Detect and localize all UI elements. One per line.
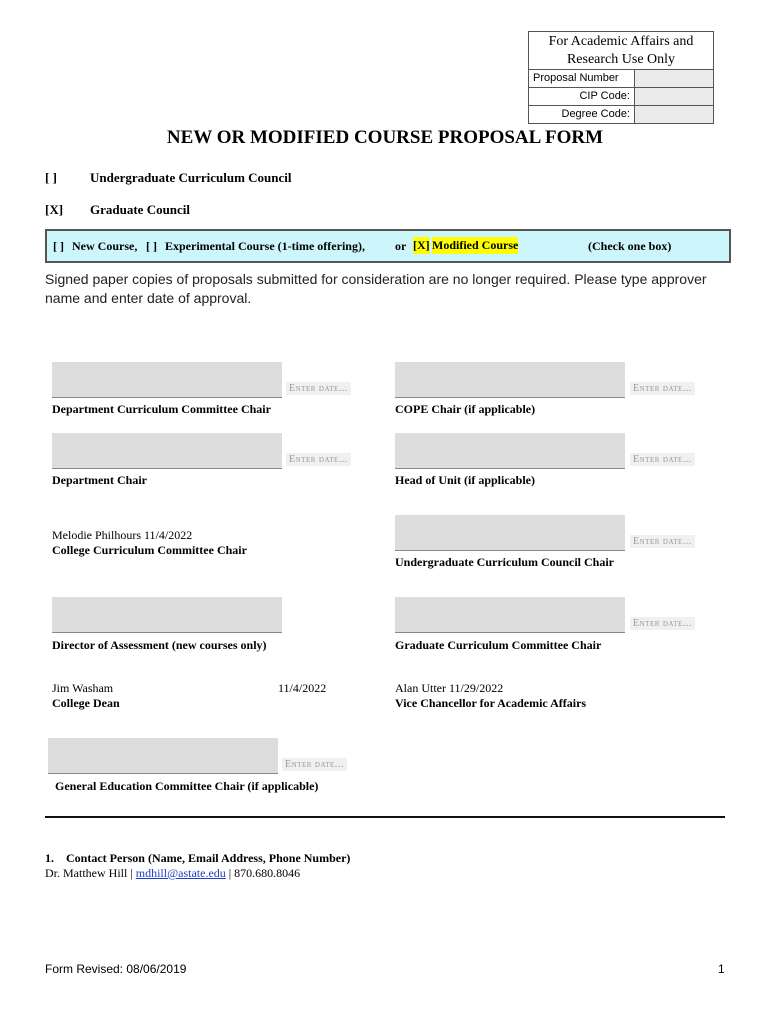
- dept-chair-caption: Department Chair: [52, 473, 147, 487]
- degree-code-label: Degree Code:: [529, 106, 635, 123]
- modified-course-label: Modified Course: [432, 238, 519, 252]
- proposal-number-label: Proposal Number: [529, 70, 635, 87]
- contact-details: [45, 866, 350, 881]
- degree-code-row: [529, 106, 713, 123]
- cope-chair-signature-field[interactable]: [395, 362, 625, 398]
- dept-chair-date-field[interactable]: Enter date...: [286, 453, 351, 466]
- cip-code-label: CIP Code:: [529, 88, 635, 105]
- contact-name: Dr. Matthew Hill |: [45, 866, 133, 880]
- course-type-box: [45, 229, 731, 263]
- gen-ed-chair-signature-field[interactable]: [48, 738, 278, 774]
- gen-ed-chair-date-field[interactable]: Enter date...: [282, 758, 347, 771]
- experimental-course-checkbox[interactable]: [ ]: [146, 239, 157, 253]
- vice-chancellor-caption: Vice Chancellor for Academic Affairs: [395, 696, 587, 710]
- head-of-unit-date-field[interactable]: Enter date...: [630, 453, 695, 466]
- college-dean-caption: College Dean: [52, 696, 120, 710]
- ucc-chair-date-field[interactable]: Enter date...: [630, 535, 695, 548]
- section-divider: [45, 816, 725, 818]
- degree-code-field[interactable]: [635, 106, 713, 123]
- modified-course-checkbox[interactable]: [X]: [413, 238, 430, 252]
- director-assessment-signature-field[interactable]: [52, 597, 282, 633]
- check-one-box-instruction: (Check one box): [588, 239, 672, 253]
- ucc-chair-signature-field[interactable]: [395, 515, 625, 551]
- college-curriculum-approver: Melodie Philhours 11/4/2022: [52, 528, 193, 542]
- graduate-curriculum-chair-date-field[interactable]: Enter date...: [630, 617, 695, 630]
- gen-ed-chair-caption: General Education Committee Chair (if applicable): [55, 779, 319, 793]
- undergraduate-council-option[interactable]: [45, 170, 292, 186]
- ucc-chair-caption: Undergraduate Curriculum Council Chair: [395, 555, 614, 569]
- college-curriculum-chair-caption: College Curriculum Committee Chair: [52, 543, 247, 557]
- new-course-checkbox[interactable]: [ ]: [53, 239, 64, 253]
- cope-chair-date-field[interactable]: Enter date...: [630, 382, 695, 395]
- page-number: 1: [718, 962, 725, 976]
- contact-section: [45, 851, 350, 881]
- contact-phone: | 870.680.8046: [228, 866, 301, 880]
- cope-chair-caption: COPE Chair (if applicable): [395, 402, 536, 416]
- head-of-unit-caption: Head of Unit (if applicable): [395, 473, 535, 487]
- undergraduate-council-checkbox[interactable]: [ ]: [45, 170, 57, 185]
- undergraduate-council-label: Undergraduate Curriculum Council: [90, 170, 292, 185]
- new-course-label: New Course,: [72, 239, 138, 253]
- head-of-unit-signature-field[interactable]: [395, 433, 625, 469]
- dept-chair-signature-field[interactable]: [52, 433, 282, 469]
- college-dean-approver: Jim Washam: [52, 681, 114, 695]
- office-use-heading: For Academic Affairs and Research Use Only: [529, 32, 713, 70]
- graduate-curriculum-chair-signature-field[interactable]: [395, 597, 625, 633]
- form-revised-footer: Form Revised: 08/06/2019: [45, 962, 187, 976]
- experimental-course-label: Experimental Course (1-time offering),: [165, 239, 365, 253]
- dept-curriculum-chair-caption: Department Curriculum Committee Chair: [52, 402, 271, 416]
- proposal-number-row: [529, 70, 713, 88]
- cip-code-row: [529, 88, 713, 106]
- vice-chancellor-approver: Alan Utter 11/29/2022: [395, 681, 504, 695]
- graduate-council-option[interactable]: [45, 202, 190, 218]
- graduate-curriculum-chair-caption: Graduate Curriculum Committee Chair: [395, 638, 602, 652]
- graduate-council-label: Graduate Council: [90, 202, 191, 217]
- proposal-number-field[interactable]: [635, 70, 713, 87]
- director-assessment-caption: Director of Assessment (new courses only): [52, 638, 267, 652]
- college-dean-date: 11/4/2022: [278, 681, 327, 695]
- dept-curriculum-chair-signature-field[interactable]: [52, 362, 282, 398]
- cip-code-field[interactable]: [635, 88, 713, 105]
- graduate-council-checkbox[interactable]: [X]: [45, 202, 64, 217]
- dept-curriculum-chair-date-field[interactable]: Enter date...: [286, 382, 351, 395]
- office-use-box: [528, 31, 714, 124]
- approval-notice: Signed paper copies of proposals submitted for consideration are no longer required. Please type approver name and enter date of approval.: [45, 271, 707, 306]
- form-title: NEW OR MODIFIED COURSE PROPOSAL FORM: [166, 127, 604, 148]
- contact-heading: 1. Contact Person (Name, Email Address, Phone Number): [45, 851, 351, 865]
- contact-email-link[interactable]: mdhill@astate.edu: [135, 866, 226, 880]
- or-label: or: [395, 239, 407, 253]
